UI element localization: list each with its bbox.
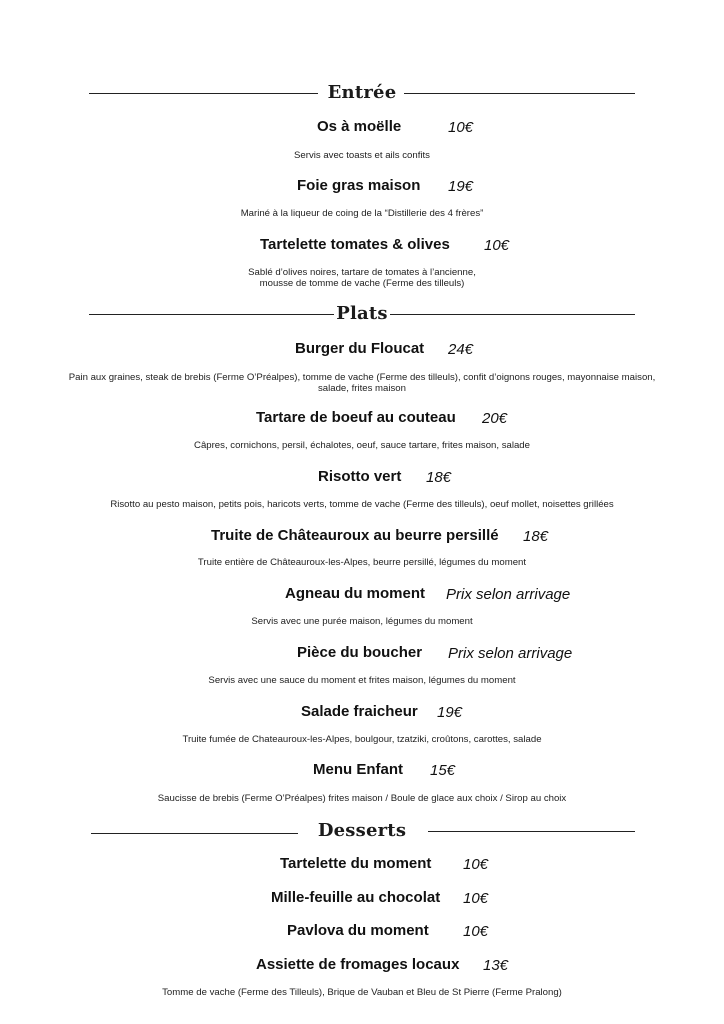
dish-price: 19€ <box>448 178 474 195</box>
dish-name: Risotto vert <box>318 468 402 485</box>
section-rule-right <box>428 831 635 832</box>
dish-description: Truite entière de Châteauroux-les-Alpes, beurre persillé, légumes du moment <box>197 557 527 568</box>
dish-price: 15€ <box>430 762 456 779</box>
dish-name: Agneau du moment <box>285 585 426 602</box>
dish-description: Tomme de vache (Ferme des Tilleuls), Brique de Vauban et Bleu de St Pierre (Ferme Pralong) <box>162 987 562 998</box>
dish-name: Pavlova du moment <box>287 922 429 939</box>
dish-price: 10€ <box>448 119 474 136</box>
dish-price: 10€ <box>463 890 489 907</box>
dish-name: Tartare de boeuf au couteau <box>256 409 456 426</box>
dish-description: Servis avec une purée maison, légumes du moment <box>251 616 473 627</box>
dish-name: Assiette de fromages locaux <box>256 956 460 973</box>
dish-description: Pain aux graines, steak de brebis (Ferme O’Préalpes), tomme de vache (Ferme des tilleuls), confit d’oignons rouges, mayonnaise maison, <box>68 372 656 383</box>
dish-name: Truite de Châteauroux au beurre persillé <box>211 527 499 544</box>
dish-price: 19€ <box>437 704 463 721</box>
dish-description: Servis avec toasts et ails confits <box>294 150 430 161</box>
dish-description: Risotto au pesto maison, petits pois, haricots verts, tomme de vache (Ferme des tilleuls), oeuf mollet, noisettes grillées <box>110 499 614 510</box>
dish-price: 24€ <box>448 341 474 358</box>
dish-price: 18€ <box>426 469 452 486</box>
dish-description: mousse de tomme de vache (Ferme des tilleuls) <box>259 277 465 289</box>
dish-name: Menu Enfant <box>313 761 403 778</box>
dish-price: 10€ <box>484 237 510 254</box>
dish-name: Pièce du boucher <box>297 644 423 661</box>
dish-price: 13€ <box>483 957 509 974</box>
dish-description: Saucisse de brebis (Ferme O’Préalpes) frites maison / Boule de glace aux choix / Sirop au choix <box>157 793 567 804</box>
dish-description: salade, frites maison <box>318 382 406 394</box>
dish-name: Tartelette tomates & olives <box>260 236 450 253</box>
section-rule-left <box>91 833 298 834</box>
dish-price: 10€ <box>463 856 489 873</box>
dish-price: Prix selon arrivage <box>446 586 571 603</box>
section-title: Entrée <box>327 82 397 103</box>
section-title: Plats <box>336 303 388 324</box>
dish-description: Mariné à la liqueur de coing de la “Distillerie des 4 frères” <box>240 208 484 219</box>
dish-description: Servis avec une sauce du moment et frites maison, légumes du moment <box>208 675 516 686</box>
dish-price: 18€ <box>523 528 549 545</box>
dish-name: Salade fraicheur <box>301 703 418 720</box>
dish-name: Tartelette du moment <box>280 855 432 872</box>
dish-name: Burger du Floucat <box>295 340 425 357</box>
dish-description: Câpres, cornichons, persil, échalotes, oeuf, sauce tartare, frites maison, salade <box>194 440 530 451</box>
dish-price: Prix selon arrivage <box>448 645 573 662</box>
dish-description: Sablé d’olives noires, tartare de tomates à l’ancienne, <box>248 267 476 278</box>
section-rule-right <box>404 93 635 94</box>
dish-price: 20€ <box>482 410 508 427</box>
dish-name: Foie gras maison <box>297 177 421 194</box>
section-rule-left <box>89 93 318 94</box>
section-rule-left <box>89 314 334 315</box>
section-rule-right <box>390 314 635 315</box>
dish-description: Truite fumée de Chateauroux-les-Alpes, boulgour, tzatziki, croûtons, carottes, salade <box>182 734 542 745</box>
section-title: Desserts <box>317 820 407 841</box>
dish-price: 10€ <box>463 923 489 940</box>
dish-name: Os à moëlle <box>317 118 402 135</box>
dish-name: Mille-feuille au chocolat <box>271 889 441 906</box>
